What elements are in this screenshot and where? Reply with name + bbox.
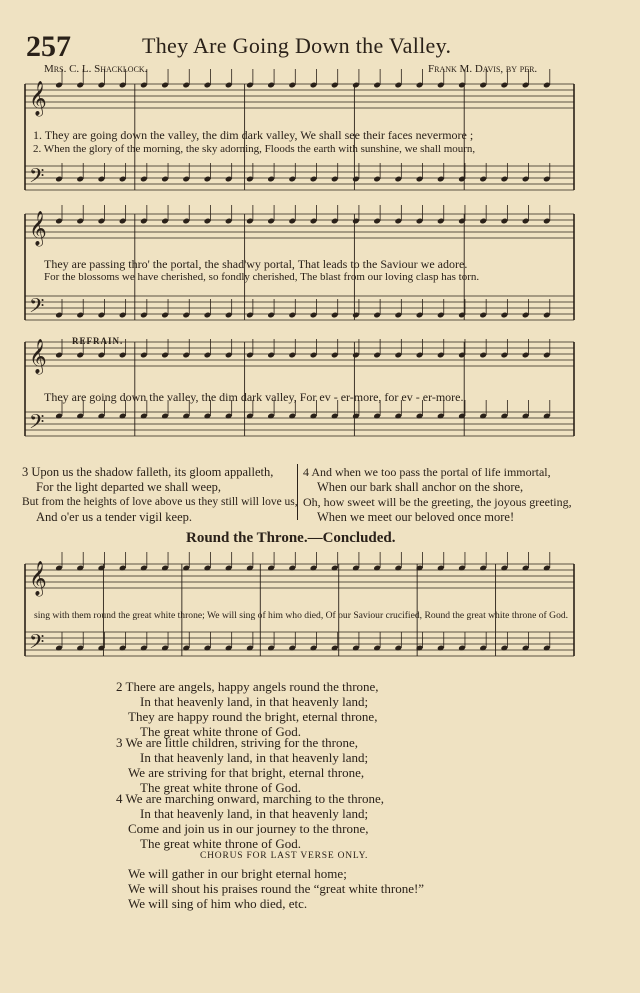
stanza-line: The great white throne of God. (140, 724, 302, 739)
stanza-line: Come and join us in our journey to the throne, (128, 821, 369, 836)
bass-clef-icon: 𝄢 (29, 410, 45, 438)
verse-3-line: But from the heights of love above us they still will love us, (22, 496, 298, 508)
stanza-line: 3 We are little children, striving for the throne, (116, 735, 359, 750)
hymn-title: They Are Going Down the Valley. (142, 33, 452, 58)
stanza-line: The great white throne of God. (140, 836, 302, 851)
stanza-line: In that heavenly land, in that heavenly land; (140, 806, 369, 821)
stanza-line: 4 We are marching onward, marching to the throne, (116, 791, 385, 806)
lyric-line-2-verse-1: They are passing thro' the portal, the shad'wy portal, That leads to the Saviour we adore. (44, 257, 468, 271)
lyric-line-1-verse-1: 1. They are going down the valley, the dim dark valley, We shall see their faces nevermore ; (33, 128, 474, 142)
bass-clef-icon: 𝄢 (29, 164, 45, 192)
stanza-line: In that heavenly land, in that heavenly land; (140, 750, 369, 765)
verse-4-line: Oh, how sweet will be the greeting, the joyous greeting, (303, 495, 572, 509)
verse-4-line: When our bark shall anchor on the shore, (317, 480, 524, 494)
stanza-line: 2 There are angels, happy angels round the throne, (116, 679, 379, 694)
lyric-line-2-verse-2: For the blossoms we have cherished, so fondly cherished, The blast from our loving clasp has torn. (44, 271, 480, 283)
stanza-3 (116, 735, 368, 795)
section-title: Round the Throne.—Concluded. (186, 530, 396, 546)
stanza-line: They are happy round the bright, eternal throne, (128, 709, 378, 724)
chorus-heading: CHORUS FOR LAST VERSE ONLY. (200, 851, 369, 861)
refrain-label: REFRAIN. (72, 336, 124, 346)
composer-credit: Mrs. C. L. Shacklock. (44, 63, 148, 75)
bass-clef-icon: 𝄢 (29, 630, 45, 658)
verse-3 (22, 465, 298, 525)
chorus-line: We will gather in our bright eternal home; (128, 866, 347, 881)
author-credit: Frank M. Davis, by per. (428, 63, 538, 75)
treble-clef-icon: 𝄞 (29, 339, 47, 374)
verse-4-line: When we meet our beloved once more! (317, 510, 515, 524)
concluded-lyric: sing with them round the great white throne; We will sing of him who died, Of our Saviour crucified, Round the great white throne of God. (34, 610, 569, 621)
treble-clef-icon: 𝄞 (29, 211, 47, 246)
stanza-4 (116, 791, 384, 851)
treble-clef-icon: 𝄞 (29, 561, 47, 596)
lyric-line-1-verse-2: 2. When the glory of the morning, the sky adorning, Floods the earth with sunshine, we shall mourn, (33, 143, 476, 155)
stanza-line: We are striving for that bright, eternal throne, (128, 765, 365, 780)
verse-4-line: 4 And when we too pass the portal of life immortal, (303, 465, 551, 479)
verse-3-line: 3 Upon us the shadow falleth, its gloom appalleth, (22, 465, 274, 479)
hymn-number: 257 (26, 30, 71, 63)
verse-3-line: For the light departed we shall weep, (36, 480, 222, 494)
chorus (128, 866, 424, 911)
bass-clef-icon: 𝄢 (29, 294, 45, 322)
stanza-2 (116, 679, 379, 739)
stanza-line: In that heavenly land, in that heavenly land; (140, 694, 369, 709)
chorus-line: We will shout his praises round the “great white throne!” (128, 881, 425, 896)
chorus-line: We will sing of him who died, etc. (128, 896, 308, 911)
refrain-lyric: They are going down the valley, the dim dark valley, For ev - er-more, for ev - er-more. (44, 390, 464, 404)
verse-4 (303, 465, 572, 525)
treble-clef-icon: 𝄞 (29, 81, 47, 116)
stanza-line: The great white throne of God. (140, 780, 302, 795)
verse-3-line: And o'er us a tender vigil keep. (36, 510, 193, 524)
